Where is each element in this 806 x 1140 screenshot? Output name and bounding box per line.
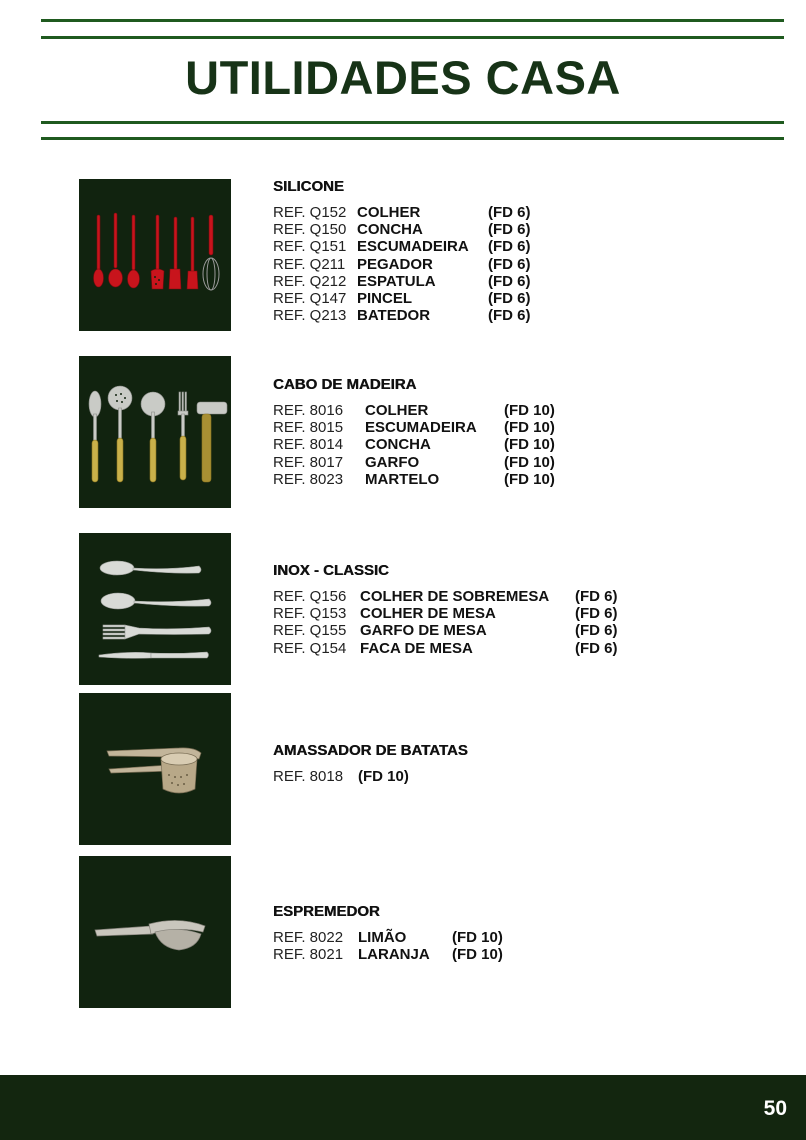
item-pack: (FD 10): [504, 402, 555, 419]
item-ref: REF. 8014: [273, 436, 344, 454]
item-ref: REF. Q211: [273, 255, 346, 273]
item-pack: (FD 10): [452, 946, 503, 964]
item-ref: REF. 8021: [273, 946, 344, 964]
item-name: ESCUMADEIRA: [365, 419, 477, 437]
potato-masher-photo: [79, 693, 231, 845]
page-number: 50: [763, 1097, 787, 1120]
item-pack: (FD 10): [504, 419, 555, 437]
item-name: BATEDOR: [357, 307, 431, 325]
item-name: COLHER: [365, 402, 429, 419]
list-item: [273, 640, 618, 657]
item-ref: REF. Q155: [273, 622, 347, 640]
item-pack: (FD 6): [575, 605, 618, 623]
item-name: PINCEL: [357, 290, 413, 308]
list-item: [273, 238, 531, 255]
item-pack: (FD 10): [452, 929, 503, 946]
section-inox-classic: [273, 562, 618, 657]
item-name: GARFO DE MESA: [360, 622, 487, 640]
wooden-handle-utensils-photo: [79, 356, 231, 508]
section-cabo-de-madeira: [273, 376, 555, 488]
item-pack: (FD 6): [488, 290, 531, 308]
list-item: [273, 471, 555, 488]
section-amassador-de-batatas: [273, 742, 468, 785]
title-rule-1: [41, 121, 784, 124]
section-title: INOX - CLASSIC: [273, 562, 389, 579]
item-pack: (FD 6): [488, 272, 531, 290]
section-title: AMASSADOR DE BATATAS: [273, 742, 468, 759]
item-pack: (FD 6): [488, 255, 531, 273]
item-ref: REF. Q147: [273, 290, 347, 308]
item-pack: (FD 6): [488, 307, 531, 325]
item-name: PEGADOR: [357, 255, 433, 273]
item-ref: REF. Q152: [273, 204, 347, 221]
item-ref: REF. 8015: [273, 419, 344, 437]
section-title: SILICONE: [273, 178, 344, 195]
item-ref: REF. Q154: [273, 639, 347, 657]
item-name: COLHER DE SOBREMESA: [360, 588, 550, 605]
list-item: [273, 946, 503, 963]
item-pack: (FD 6): [488, 238, 531, 256]
item-name: LARANJA: [358, 946, 430, 964]
top-rule-2: [41, 36, 784, 39]
item-name: COLHER: [357, 204, 421, 221]
item-pack: (FD 6): [488, 221, 531, 239]
list-item: [273, 273, 531, 290]
footer-bar: [0, 1075, 806, 1140]
item-ref: REF. Q213: [273, 307, 347, 325]
item-pack: (FD 6): [488, 204, 531, 221]
item-ref: REF. Q153: [273, 605, 347, 623]
list-item: [273, 605, 618, 622]
item-name: CONCHA: [365, 436, 431, 454]
list-item: [273, 929, 503, 946]
list-item: [273, 419, 555, 436]
list-item: [273, 768, 468, 785]
item-ref: REF. 8016: [273, 402, 344, 419]
section-title: CABO DE MADEIRA: [273, 376, 417, 393]
item-name: ESCUMADEIRA: [357, 238, 469, 256]
list-item: [273, 256, 531, 273]
item-ref: REF. 8017: [273, 453, 344, 471]
stainless-cutlery-photo: [79, 533, 231, 685]
list-item: [273, 402, 555, 419]
item-ref: REF. Q156: [273, 588, 347, 605]
item-ref: REF. Q151: [273, 238, 347, 256]
item-ref: REF. Q212: [273, 272, 347, 290]
list-item: [273, 204, 531, 221]
item-ref: REF. 8023: [273, 470, 344, 488]
item-ref: REF. 8022: [273, 929, 344, 946]
item-name: FACA DE MESA: [360, 639, 473, 657]
top-rule-1: [41, 19, 784, 22]
item-name: COLHER DE MESA: [360, 605, 496, 623]
item-pack: (FD 6): [575, 639, 618, 657]
list-item: [273, 436, 555, 453]
section-title: ESPREMEDOR: [273, 903, 380, 920]
item-pack: (FD 10): [358, 768, 409, 785]
list-item: [273, 622, 618, 639]
list-item: [273, 290, 531, 307]
list-item: [273, 454, 555, 471]
list-item: [273, 221, 531, 238]
title-rule-2: [41, 137, 784, 140]
item-name: CONCHA: [357, 221, 423, 239]
item-name: GARFO: [365, 453, 420, 471]
item-pack: (FD 10): [504, 470, 555, 488]
list-item: [273, 588, 618, 605]
item-name: MARTELO: [365, 470, 440, 488]
citrus-squeezer-photo: [79, 856, 231, 1008]
silicone-utensils-photo: [79, 179, 231, 331]
item-name: ESPATULA: [357, 272, 436, 290]
section-silicone: [273, 178, 531, 324]
item-pack: (FD 10): [504, 453, 555, 471]
item-pack: (FD 10): [504, 436, 555, 454]
item-pack: (FD 6): [575, 588, 618, 605]
page-title: UTILIDADES CASA: [185, 51, 621, 104]
item-name: LIMÃO: [358, 929, 407, 946]
list-item: [273, 307, 531, 324]
section-espremedor: [273, 903, 503, 963]
item-ref: REF. Q150: [273, 221, 347, 239]
item-ref: REF. 8018: [273, 768, 344, 785]
item-pack: (FD 6): [575, 622, 618, 640]
